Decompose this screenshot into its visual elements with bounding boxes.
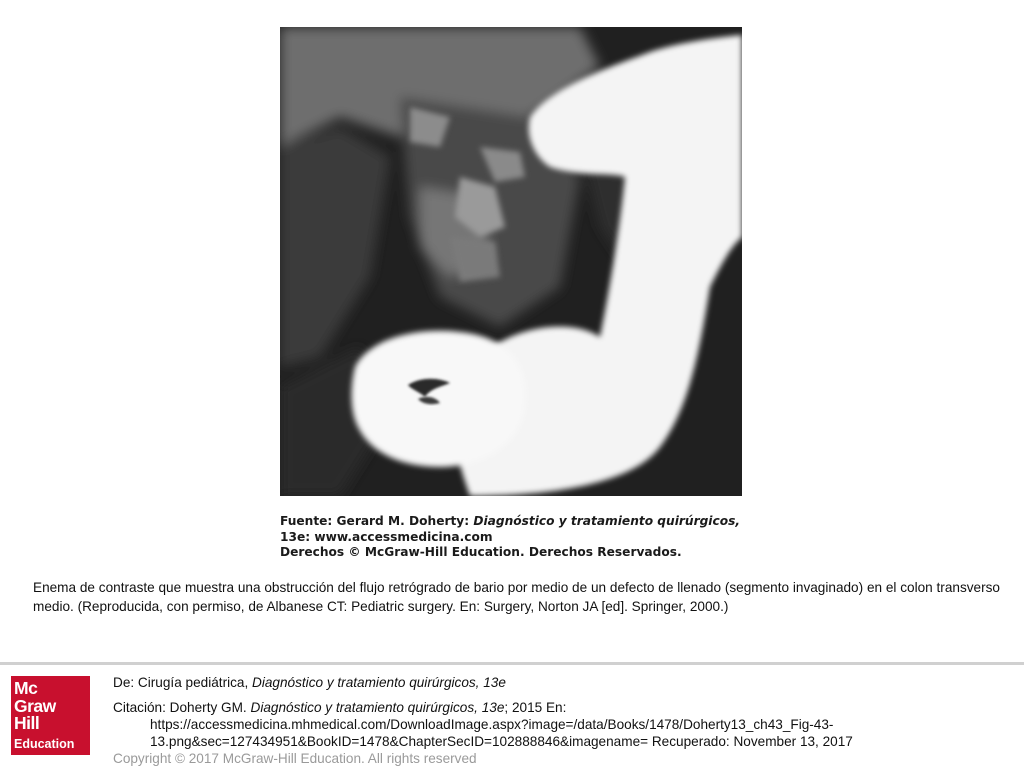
citation-title: Diagnóstico y tratamiento quirúrgicos, 13e xyxy=(250,700,505,715)
logo-wordmark xyxy=(14,680,56,733)
logo-line-education: Education xyxy=(14,737,75,751)
citation-line xyxy=(113,699,1003,716)
credit-line-3: Derechos © McGraw-Hill Education. Derechos Reservados. xyxy=(280,545,682,560)
source-line xyxy=(113,674,1003,691)
citation-url-line-1[interactable]: https://accessmedicina.mhmedical.com/DownloadImage.aspx?image=/data/Books/1478/Doherty13_ch43_Fig-43- xyxy=(150,717,834,732)
source-title: Diagnóstico y tratamiento quirúrgicos, 13e xyxy=(252,675,506,690)
source-prefix: De: Cirugía pediátrica, xyxy=(113,675,253,690)
logo-line-graw: Graw xyxy=(14,695,56,716)
footer-divider xyxy=(0,662,1024,665)
logo-line-mc: Mc xyxy=(14,678,38,698)
figure xyxy=(280,27,742,560)
citation-block xyxy=(113,674,1003,767)
figure-caption: Enema de contraste que muestra una obstrucción del flujo retrógrado de bario por medio de un defecto de llenado (segmento invaginado) en el colon transverso medio. (Reproducida, con permiso, de Albanese CT: Pediatric surgery. En: Surgery, Norton JA [ed]. Springer, 2000.) xyxy=(33,580,1000,614)
logo-line-hill: Hill xyxy=(14,713,40,733)
copyright-notice: Copyright © 2017 McGraw-Hill Education. All rights reserved xyxy=(113,751,477,766)
credit-source-prefix: Fuente: Gerard M. Doherty: xyxy=(280,514,474,528)
figure-credit xyxy=(280,514,742,561)
citation-suffix: ; 2015 En: xyxy=(504,700,567,715)
credit-line-2: 13e: www.accessmedicina.com xyxy=(280,529,493,544)
credit-source-title: Diagnóstico y tratamiento quirúrgicos, xyxy=(473,514,740,528)
mcgraw-hill-logo xyxy=(11,676,90,755)
xray-illustration xyxy=(280,27,742,496)
citation-prefix: Citación: Doherty GM. xyxy=(113,700,251,715)
credit-line-1 xyxy=(280,514,742,530)
citation-url-line-2[interactable]: 13.png&sec=127434951&BookID=1478&ChapterSecID=102888846&imagename= Recuperado: November 13, 2017 xyxy=(150,734,853,749)
xray-image xyxy=(280,27,742,496)
